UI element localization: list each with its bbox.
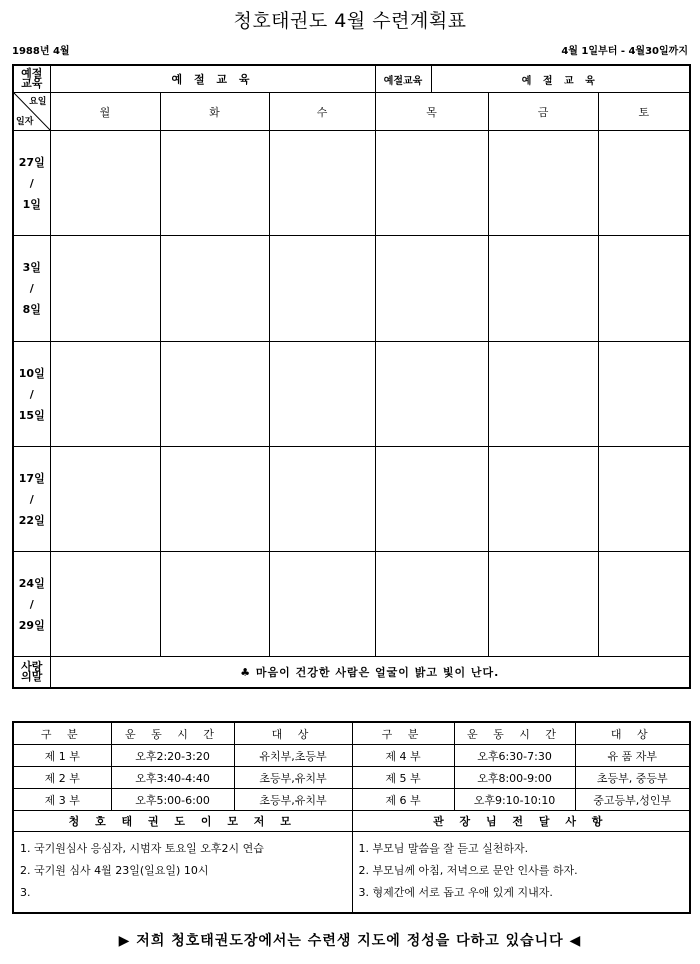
note-item: 1. 부모님 말씀을 잘 듣고 실천하자. bbox=[358, 842, 529, 855]
footer-message: ▶ 저희 청호태권도장에서는 수련생 지도에 정성을 다하고 있습니다 ◀ bbox=[118, 933, 582, 949]
corner-date-label: 일자 bbox=[16, 117, 34, 127]
header-division-right: 구 분 bbox=[352, 722, 454, 745]
plan-cell[interactable] bbox=[160, 552, 269, 657]
exercise-time-table bbox=[12, 721, 691, 914]
week-date: 17일 / 22일 bbox=[13, 447, 50, 552]
plan-cell[interactable] bbox=[598, 342, 690, 447]
division: 제 2 부 bbox=[13, 767, 111, 789]
corner-cell bbox=[13, 93, 50, 131]
time: 오후3:40-4:40 bbox=[111, 767, 234, 789]
header-target-right: 대 상 bbox=[575, 722, 690, 745]
plan-cell[interactable] bbox=[50, 552, 160, 657]
day-fri: 금 bbox=[488, 93, 598, 131]
division: 제 4 부 bbox=[352, 745, 454, 767]
plan-cell[interactable] bbox=[598, 552, 690, 657]
plan-cell[interactable] bbox=[375, 342, 488, 447]
day-mon: 월 bbox=[50, 93, 160, 131]
plan-cell[interactable] bbox=[160, 342, 269, 447]
week-date: 10일 / 15일 bbox=[13, 342, 50, 447]
motto-row bbox=[13, 657, 690, 688]
target: 유 품 자부 bbox=[575, 745, 690, 767]
plan-cell[interactable] bbox=[269, 552, 375, 657]
target: 초등부,유치부 bbox=[234, 789, 352, 811]
times-row bbox=[13, 745, 690, 767]
left-section-title: 청 호 태 권 도 이 모 저 모 bbox=[13, 811, 352, 832]
schedule-table bbox=[12, 64, 691, 689]
plan-cell[interactable] bbox=[160, 236, 269, 342]
target: 초등부,유치부 bbox=[234, 767, 352, 789]
year-month: 1988년 4월 bbox=[12, 46, 70, 57]
plan-cell[interactable] bbox=[375, 552, 488, 657]
motto bbox=[50, 657, 690, 688]
division: 제 1 부 bbox=[13, 745, 111, 767]
note-item: 2. 부모님께 아침, 저녁으로 문안 인사를 하자. bbox=[358, 864, 578, 877]
plan-cell[interactable] bbox=[50, 131, 160, 236]
page-title: 청호태권도 4월 수련계획표 bbox=[233, 10, 467, 32]
week-row bbox=[13, 342, 690, 447]
plan-cell[interactable] bbox=[488, 552, 598, 657]
notes-row bbox=[13, 832, 690, 914]
target: 유치부,초등부 bbox=[234, 745, 352, 767]
club-icon: ♣ bbox=[240, 665, 252, 679]
division: 제 5 부 bbox=[352, 767, 454, 789]
day-thu: 목 bbox=[375, 93, 488, 131]
times-header-row bbox=[13, 722, 690, 745]
note-item: 3. bbox=[20, 886, 31, 899]
day-header-row bbox=[13, 93, 690, 131]
plan-cell[interactable] bbox=[50, 236, 160, 342]
plan-cell[interactable] bbox=[375, 236, 488, 342]
plan-cell[interactable] bbox=[50, 447, 160, 552]
plan-cell[interactable] bbox=[160, 447, 269, 552]
division: 제 3 부 bbox=[13, 789, 111, 811]
plan-cell[interactable] bbox=[488, 447, 598, 552]
plan-cell[interactable] bbox=[488, 131, 598, 236]
week-row bbox=[13, 236, 690, 342]
week-row bbox=[13, 552, 690, 657]
plan-cell[interactable] bbox=[50, 342, 160, 447]
education-right-group bbox=[375, 65, 690, 93]
plan-cell[interactable] bbox=[160, 131, 269, 236]
corner-day-label: 요일 bbox=[29, 97, 47, 107]
time: 오후8:00-9:00 bbox=[454, 767, 575, 789]
week-row bbox=[13, 131, 690, 236]
note-item: 2. 국기원 심사 4월 23일(일요일) 10시 bbox=[20, 864, 209, 877]
times-row bbox=[13, 789, 690, 811]
plan-cell[interactable] bbox=[269, 131, 375, 236]
week-date: 27일 / 1일 bbox=[13, 131, 50, 236]
target: 중고등부,성인부 bbox=[575, 789, 690, 811]
motto-text: 마음이 건강한 사람은 얼굴이 밝고 빛이 난다. bbox=[255, 665, 500, 679]
plan-cell[interactable] bbox=[269, 342, 375, 447]
section-header-row bbox=[13, 811, 690, 832]
day-wed: 수 bbox=[269, 93, 375, 131]
plan-cell[interactable] bbox=[269, 447, 375, 552]
week-date: 24일 / 29일 bbox=[13, 552, 50, 657]
right-section-title: 관 장 님 전 달 사 항 bbox=[352, 811, 690, 832]
note-item: 1. 국기원심사 응심자, 시범자 토요일 오후2시 연습 bbox=[20, 842, 264, 855]
time: 오후5:00-6:00 bbox=[111, 789, 234, 811]
header-time-left: 운 동 시 간 bbox=[111, 722, 234, 745]
day-tue: 화 bbox=[160, 93, 269, 131]
division: 제 6 부 bbox=[352, 789, 454, 811]
plan-cell[interactable] bbox=[375, 447, 488, 552]
week-date: 3일 / 8일 bbox=[13, 236, 50, 342]
time: 오후6:30-7:30 bbox=[454, 745, 575, 767]
time: 오후2:20-3:20 bbox=[111, 745, 234, 767]
note-item: 3. 형제간에 서로 돕고 우애 있게 지내자. bbox=[358, 886, 553, 899]
right-notes bbox=[352, 832, 690, 914]
header-time-right: 운 동 시 간 bbox=[454, 722, 575, 745]
header-target-left: 대 상 bbox=[234, 722, 352, 745]
header-division-left: 구 분 bbox=[13, 722, 111, 745]
week-row bbox=[13, 447, 690, 552]
education-row-label: 예절교육 bbox=[13, 65, 50, 93]
education-mid-label: 예절교육 bbox=[376, 66, 432, 92]
time: 오후9:10-10:10 bbox=[454, 789, 575, 811]
day-sat: 토 bbox=[598, 93, 690, 131]
plan-cell[interactable] bbox=[375, 131, 488, 236]
times-row bbox=[13, 767, 690, 789]
education-row bbox=[13, 65, 690, 93]
plan-cell[interactable] bbox=[598, 236, 690, 342]
period: 4월 1일부터 - 4월30일까지 bbox=[561, 46, 688, 57]
left-notes bbox=[13, 832, 352, 914]
motto-label: 사랑의말 bbox=[13, 657, 50, 688]
education-left: 예 절 교 육 bbox=[50, 65, 375, 93]
plan-cell[interactable] bbox=[488, 342, 598, 447]
plan-cell[interactable] bbox=[488, 236, 598, 342]
plan-cell[interactable] bbox=[598, 131, 690, 236]
plan-cell[interactable] bbox=[598, 447, 690, 552]
target: 초등부, 중등부 bbox=[575, 767, 690, 789]
education-right: 예 절 교 육 bbox=[521, 75, 599, 87]
plan-cell[interactable] bbox=[269, 236, 375, 342]
